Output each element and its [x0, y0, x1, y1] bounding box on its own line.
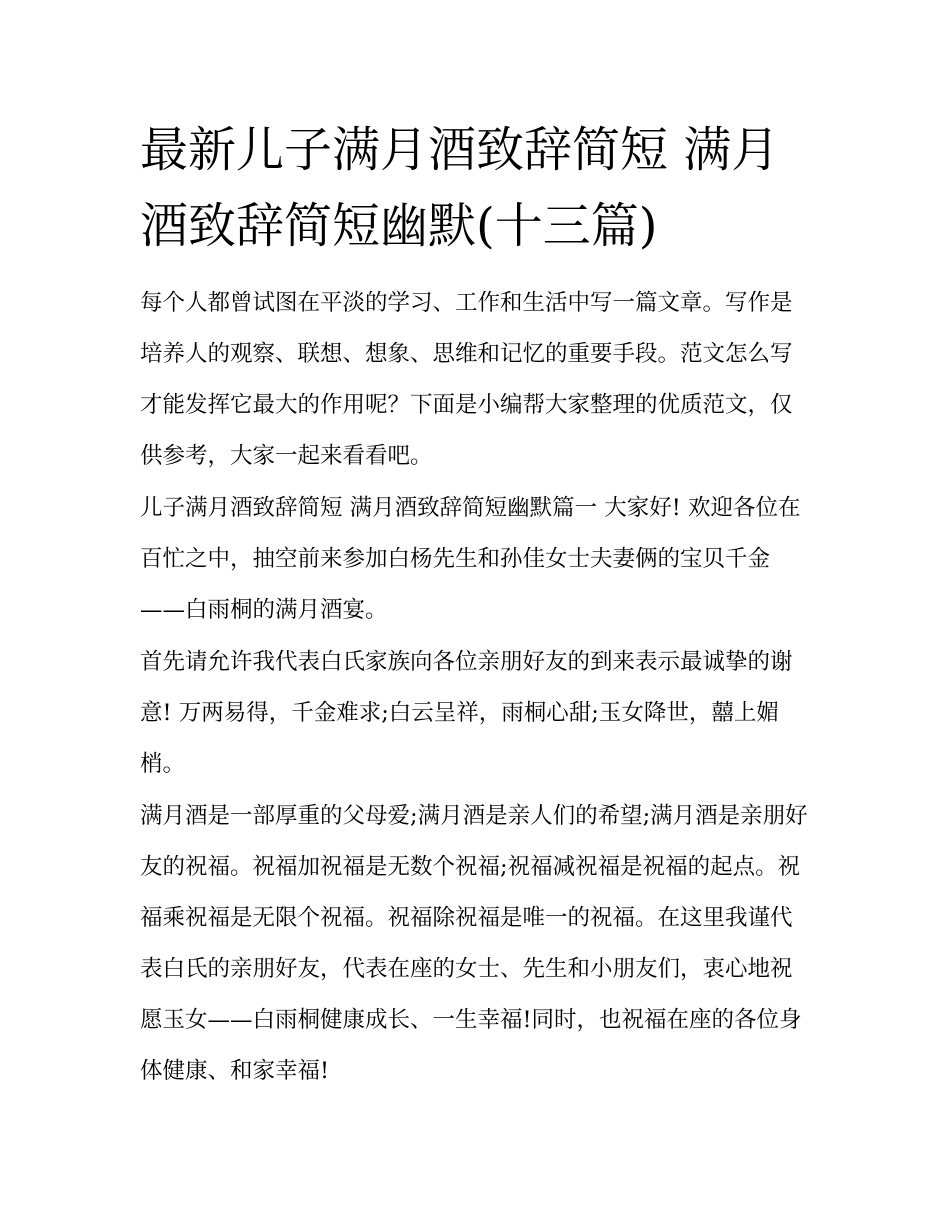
paragraph-welcome: 儿子满月酒致辞简短 满月酒致辞简短幽默篇一 大家好! 欢迎各位在百忙之中，抽空前来参加白杨先生和孙佳女士夫妻俩的宝贝千金——白雨桐的满月酒宴。 — [140, 495, 801, 623]
document-body — [140, 278, 812, 1098]
paragraph-thanks: 首先请允许我代表白氏家族向各位亲朋好友的到来表示最诚挚的谢意! 万两易得，千金难求;白云呈祥，雨桐心甜;玉女降世，囍上媚梢。 — [140, 649, 793, 777]
paragraph-blessing: 满月酒是一部厚重的父母爱;满月酒是亲人们的希望;满月酒是亲朋好友的祝福。祝福加祝福是无数个祝福;祝福减祝福是祝福的起点。祝福乘祝福是无限个祝福。祝福除祝福是唯一的祝福。在这里我谨代表白氏的亲朋好友，代表在座的女士、先生和小朋友们，衷心地祝愿玉女——白雨桐健康成长、一生幸福!同时，也祝福在座的各位身体健康、和家幸福! — [140, 803, 808, 1084]
paragraph-intro: 每个人都曾试图在平淡的学习、工作和生活中写一篇文章。写作是培养人的观察、联想、想象、思维和记忆的重要手段。范文怎么写才能发挥它最大的作用呢？下面是小编帮大家整理的优质范文，仅供参考，大家一起来看看吧。 — [140, 290, 793, 469]
document-title: 最新儿子满月酒致辞简短 满月酒致辞简短幽默(十三篇) — [140, 122, 780, 254]
